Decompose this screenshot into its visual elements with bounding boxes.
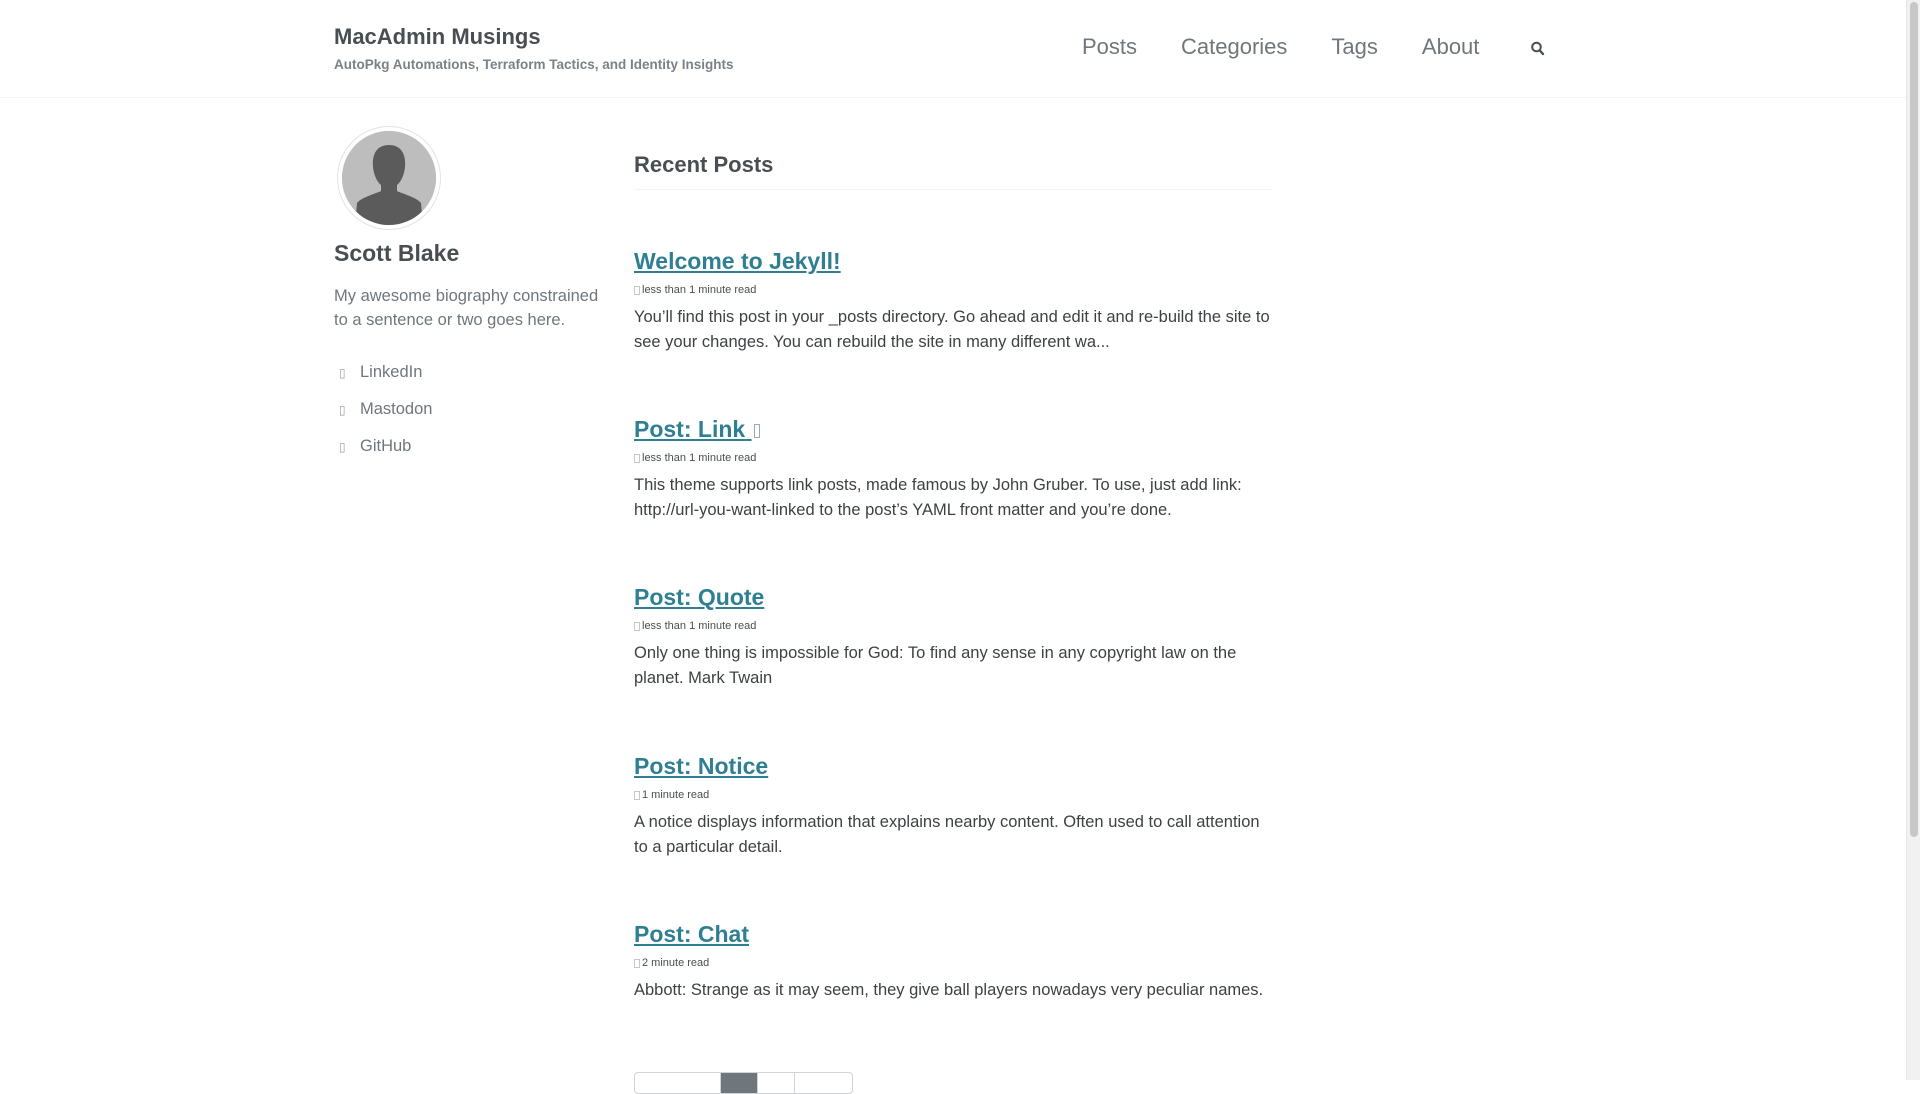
post-title-link[interactable]: Post: Chat [634,921,749,947]
post-title-link[interactable]: Post: Notice [634,753,769,779]
avatar [337,126,441,230]
author-links [334,354,432,465]
search-button[interactable] [1530,40,1546,60]
nav-tags[interactable]: Tags [1331,34,1378,59]
post-excerpt: You’ll find this post in your _posts directory. Go ahead and edit it and re-build the site to see your changes. You can rebuild the site in many different wa... [634,308,1270,351]
clock-icon [634,622,640,631]
post-item [634,921,1274,1003]
post-item [634,584,1274,691]
pagination-page[interactable] [758,1073,795,1094]
post-meta [634,789,1274,801]
post-read-time: less than 1 minute read [642,620,757,632]
post-title-link[interactable]: Post: Quote [634,584,765,610]
post-read-time: less than 1 minute read [642,284,757,296]
nav-categories[interactable]: Categories [1181,34,1288,59]
masthead [0,0,1906,98]
clock-icon [634,959,640,968]
page-scrollbar[interactable] [1906,0,1920,1080]
post-meta [634,452,1274,464]
post-item [634,416,1274,523]
author-link-linkedin[interactable] [334,354,432,391]
post-excerpt: This theme supports link posts, made famous by John Gruber. To use, just add link: http://url-you-want-linked to the post’s YAML front matter and you’re done. [634,476,1242,519]
author-link-github[interactable] [334,428,432,465]
clock-icon [634,791,640,800]
post-meta [634,957,1274,969]
main-nav [1082,34,1523,60]
title-divider [634,189,1272,190]
post-read-time: 1 minute read [642,789,710,801]
site-title[interactable]: MacAdmin Musings [334,24,541,49]
scrollbar-thumb[interactable] [1910,2,1918,837]
default-user-icon [342,131,436,225]
search-icon [1530,40,1546,58]
author-link-label: LinkedIn [360,363,423,381]
post-meta [634,620,1274,632]
page-title: Recent Posts [634,152,774,177]
avatar-image [342,131,436,225]
author-link-label: Mastodon [360,400,433,418]
pagination-previous[interactable] [635,1073,721,1094]
author-name: Scott Blake [334,240,460,266]
post-title-link[interactable]: Welcome to Jekyll! [634,248,841,274]
site-subtitle: AutoPkg Automations, Terraform Tactics, and Identity Insights [334,57,734,72]
mastodon-icon: ▯ [339,402,346,417]
clock-icon [634,454,640,463]
author-bio: My awesome biography constrained to a sentence or two goes here. [334,287,599,329]
post-excerpt: Abbott: Strange as it may seem, they give ball players nowadays very peculiar names. [634,981,1264,999]
post-title-text: Post: Link [634,416,746,442]
post-read-time: less than 1 minute read [642,452,757,464]
post-excerpt: A notice displays information that explains nearby content. Often used to call attention to a particular detail. [634,813,1260,856]
post-read-time: 2 minute read [642,957,710,969]
post-excerpt: Only one thing is impossible for God: To find any sense in any copyright law on the planet. Mark Twain [634,644,1237,687]
github-icon: ▯ [339,439,346,454]
nav-about[interactable]: About [1421,34,1480,59]
post-item [634,248,1274,355]
author-link-label: GitHub [360,437,412,455]
author-link-mastodon[interactable] [334,391,432,428]
clock-icon [634,286,640,295]
linkedin-icon: ▯ [339,365,346,380]
post-meta [634,284,1274,296]
external-link-icon [754,424,760,438]
pagination-next[interactable] [795,1073,852,1094]
pagination [634,1072,853,1094]
nav-posts[interactable]: Posts [1082,34,1138,59]
post-title-link[interactable] [634,416,760,443]
post-item [634,753,1274,860]
pagination-page-current[interactable] [721,1073,758,1094]
